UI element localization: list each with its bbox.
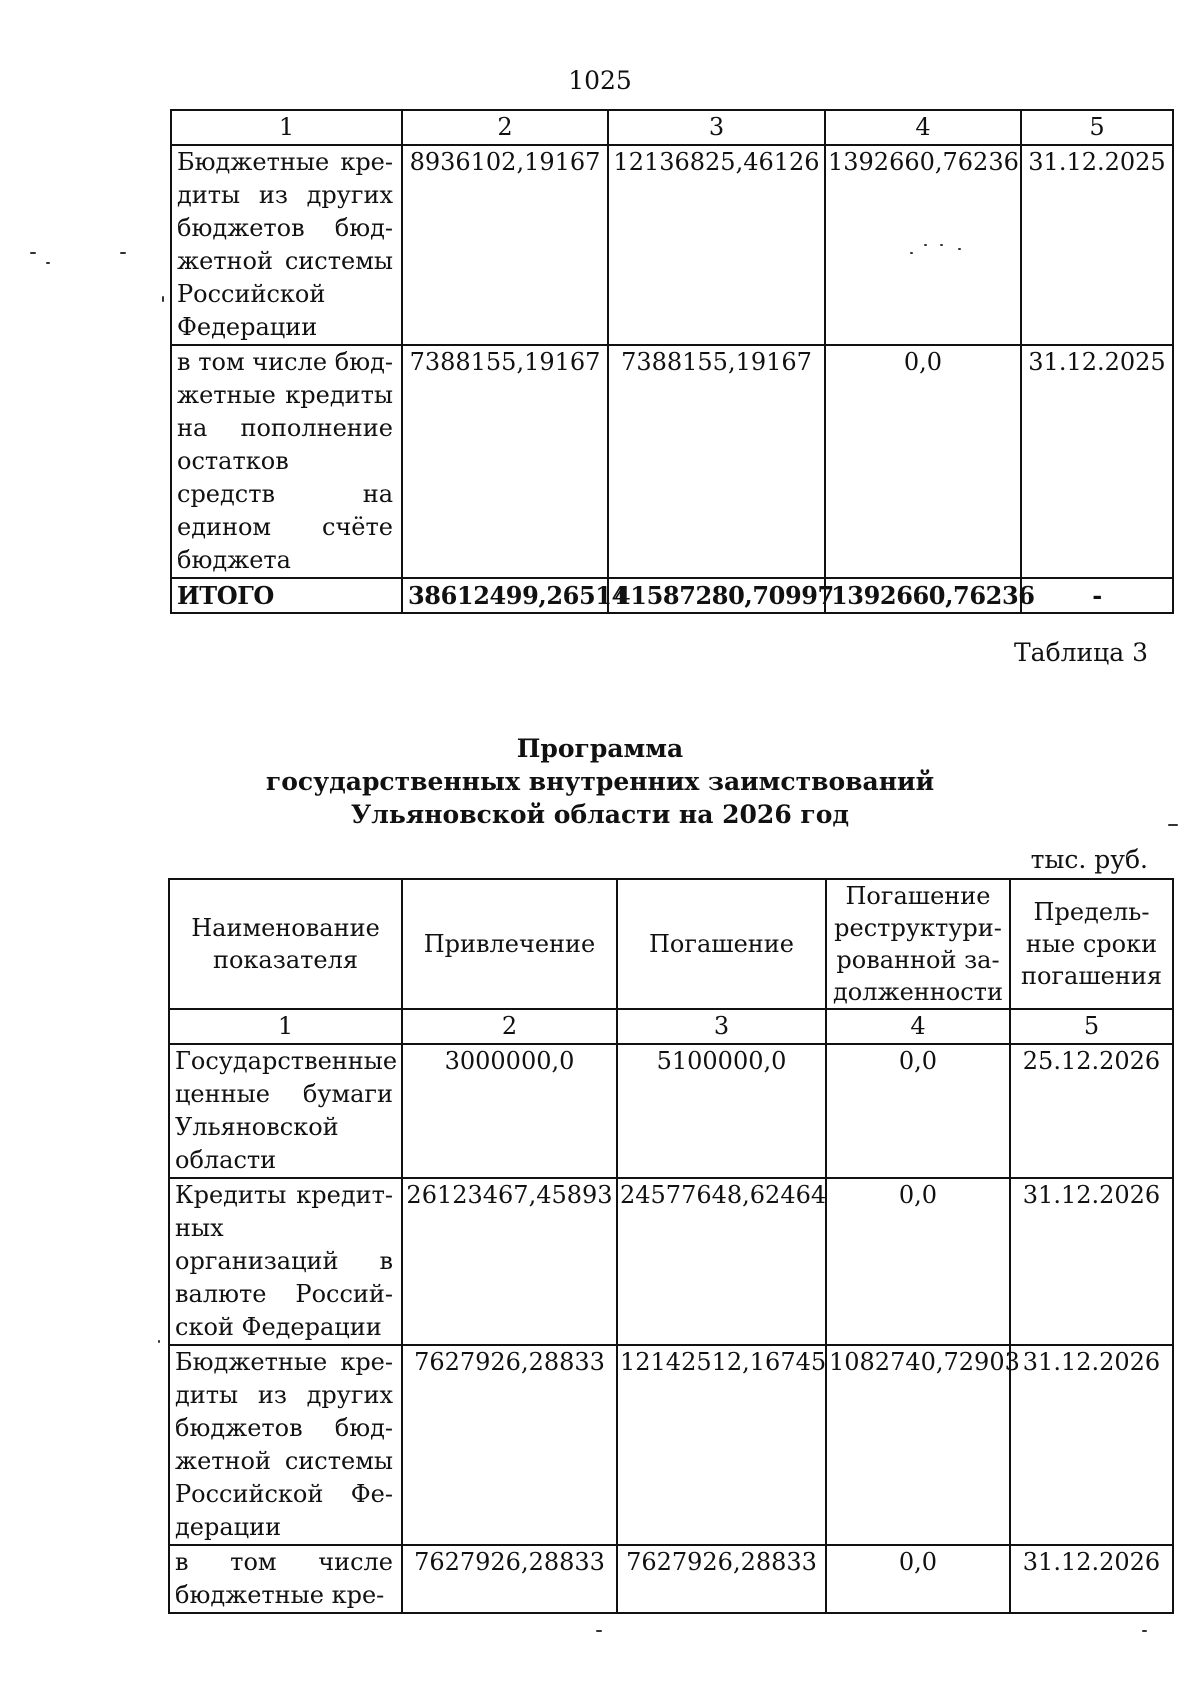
scan-speck xyxy=(596,1630,602,1632)
borrowing-value: 7627926,28833 xyxy=(402,1545,617,1613)
borrowing-value: 26123467,45893 xyxy=(402,1178,617,1345)
restructured-repayment-value: 1082740,72903 xyxy=(826,1345,1010,1545)
header-repayment: Погашение xyxy=(617,879,826,1009)
scan-speck xyxy=(158,1340,160,1343)
col-number: 3 xyxy=(608,110,825,145)
repayment-value: 7388155,19167 xyxy=(608,345,825,578)
col-number: 5 xyxy=(1021,110,1173,145)
table-label: Таблица 3 xyxy=(1013,638,1148,667)
header-borrowing: Привлечение xyxy=(402,879,617,1009)
col-number: 4 xyxy=(825,110,1021,145)
restructured-repayment-value: 0,0 xyxy=(825,345,1021,578)
repayment-deadline: 31.12.2025 xyxy=(1021,145,1173,345)
scan-speck xyxy=(940,244,943,246)
borrowing-value: 8936102,19167 xyxy=(402,145,608,345)
total-deadline: - xyxy=(1021,578,1173,613)
column-number-row xyxy=(171,110,1173,145)
repayment-deadline: 31.12.2026 xyxy=(1010,1545,1173,1613)
total-borrowing: 38612499,26514 xyxy=(402,578,608,613)
repayment-deadline: 31.12.2026 xyxy=(1010,1345,1173,1545)
scan-speck xyxy=(958,248,961,250)
table-row xyxy=(169,1178,1173,1345)
col-number: 1 xyxy=(171,110,402,145)
col-number: 4 xyxy=(826,1009,1010,1044)
scan-speck xyxy=(924,244,927,246)
header-name: Наименование показателя xyxy=(169,879,402,1009)
scan-speck xyxy=(1142,1630,1147,1632)
repayment-value: 12136825,46126 xyxy=(608,145,825,345)
total-repayment: 41587280,70997 xyxy=(608,578,825,613)
repayment-deadline: 31.12.2025 xyxy=(1021,345,1173,578)
row-name: Бюджетные кре-диты из других бюджетов бюд-жетной системы Российской Фе-дерации xyxy=(169,1345,402,1545)
column-number-row xyxy=(169,1009,1173,1044)
borrowing-value: 3000000,0 xyxy=(402,1044,617,1178)
table-row xyxy=(169,1545,1173,1613)
col-number: 1 xyxy=(169,1009,402,1044)
scan-speck xyxy=(910,252,913,254)
col-number: 3 xyxy=(617,1009,826,1044)
page-number: 1025 xyxy=(568,66,632,95)
borrowing-table-2025-continued xyxy=(170,109,1174,614)
row-name: Государственные ценные бумаги Ульяновской области xyxy=(169,1044,402,1178)
row-name: в том числе бюджетные кре- xyxy=(169,1545,402,1613)
scan-speck xyxy=(30,252,36,254)
borrowing-value: 7627926,28833 xyxy=(402,1345,617,1545)
title-line: Программа xyxy=(516,734,684,763)
restructured-repayment-value: 1392660,76236 xyxy=(825,145,1021,345)
col-number: 2 xyxy=(402,1009,617,1044)
borrowing-table-2026 xyxy=(168,878,1174,1614)
title-line: государственных внутренних заимствований xyxy=(265,767,935,796)
header-row xyxy=(169,879,1173,1009)
scan-speck xyxy=(1168,824,1178,826)
restructured-repayment-value: 0,0 xyxy=(826,1545,1010,1613)
header-restructured: Погашение реструктури-рованной за-долженности xyxy=(826,879,1010,1009)
col-number: 5 xyxy=(1010,1009,1173,1044)
scan-speck xyxy=(162,296,164,302)
borrowing-value: 7388155,19167 xyxy=(402,345,608,578)
title-line: Ульяновской области на 2026 год xyxy=(350,800,850,829)
row-name: в том числе бюд-жетные кредиты на пополнение остатков средств на едином счёте бюджета xyxy=(171,345,402,578)
scan-speck xyxy=(46,262,50,264)
table-row xyxy=(171,345,1173,578)
repayment-value: 12142512,16745 xyxy=(617,1345,826,1545)
repayment-deadline: 31.12.2026 xyxy=(1010,1178,1173,1345)
table-row xyxy=(169,1044,1173,1178)
restructured-repayment-value: 0,0 xyxy=(826,1178,1010,1345)
row-name: Кредиты кредит-ных организаций в валюте Россий-ской Федерации xyxy=(169,1178,402,1345)
total-row xyxy=(171,578,1173,613)
col-number: 2 xyxy=(402,110,608,145)
header-deadline: Предель-ные сроки погашения xyxy=(1010,879,1173,1009)
repayment-value: 7627926,28833 xyxy=(617,1545,826,1613)
table-row xyxy=(169,1345,1173,1545)
row-name: Бюджетные кре-диты из других бюджетов бюд-жетной системы Российской Федерации xyxy=(171,145,402,345)
scan-speck xyxy=(120,252,126,254)
document-title xyxy=(0,732,1200,831)
restructured-repayment-value: 0,0 xyxy=(826,1044,1010,1178)
repayment-value: 24577648,62464 xyxy=(617,1178,826,1345)
total-restructured: 1392660,76236 xyxy=(825,578,1021,613)
repayment-deadline: 25.12.2026 xyxy=(1010,1044,1173,1178)
repayment-value: 5100000,0 xyxy=(617,1044,826,1178)
table-row xyxy=(171,145,1173,345)
total-label: ИТОГО xyxy=(171,578,402,613)
units-label: тыс. руб. xyxy=(1030,845,1148,874)
